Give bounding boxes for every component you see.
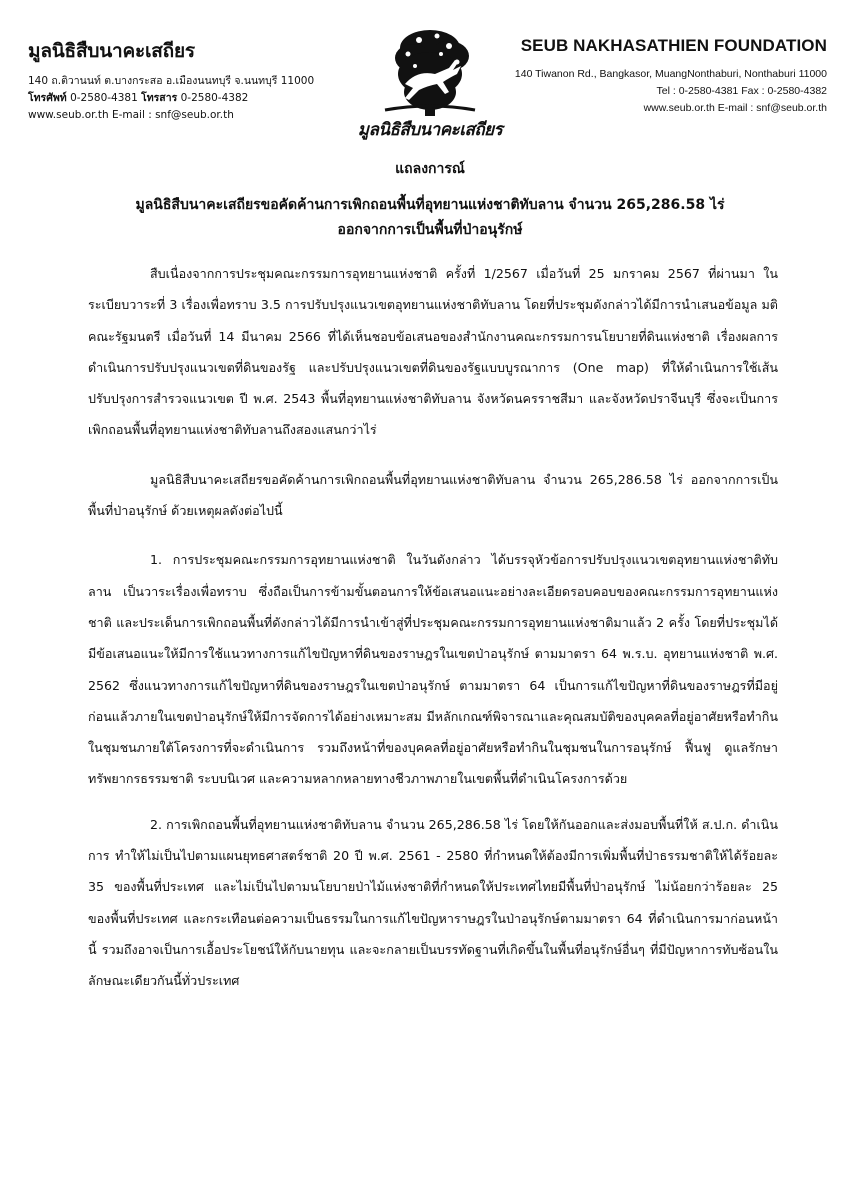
org-name-thai: มูลนิธิสืบนาคะเสถียร	[28, 40, 195, 62]
org-name-english: SEUB NAKHASATHIEN FOUNDATION	[520, 36, 827, 55]
document-title-line-2: ออกจากการเป็นพื้นที่ป่าอนุรักษ์	[337, 222, 523, 238]
phone-label: โทรศัพท์	[28, 92, 67, 104]
fax-number: 0-2580-4382	[180, 92, 249, 104]
tel-fax-english: Tel : 0-2580-4381 Fax : 0-2580-4382	[656, 85, 827, 97]
logo-wordmark: มูลนิธิสืบนาคะเสถียร	[357, 120, 503, 140]
document-kind: แถลงการณ์	[395, 161, 465, 177]
document-body	[88, 258, 778, 997]
letterhead-right	[497, 36, 827, 117]
foundation-logo	[345, 26, 515, 141]
deer-tree-logo-icon	[345, 26, 515, 118]
web-email-english: www.seub.or.th E-mail : snf@seub.or.th	[643, 102, 827, 114]
paragraph-statement: มูลนิธิสืบนาคะเสถียรขอคัดค้านการเพิกถอนพื้นที่อุทยานแห่งชาติทับลาน จำนวน 265,286.58 ไร่ ออกจากการเป็นพื้นที่ป่าอนุรักษ์ ด้วยเหตุผลดังต่อไปนี้	[88, 471, 778, 519]
fax-label: โทรสาร	[141, 92, 178, 104]
address-thai: 140 ถ.ติวานนท์ ต.บางกระสอ อ.เมืองนนทบุรี จ.นนทบุรี 11000	[28, 75, 315, 87]
paragraph-background: สืบเนื่องจากการประชุมคณะกรรมการอุทยานแห่งชาติ ครั้งที่ 1/2567 เมื่อวันที่ 25 มกราคม 2567 ที่ผ่านมา ในระเบียบวาระที่ 3 เรื่องเพื่อทราบ 3.5 การปรับปรุงแนวเขตอุทยานแห่งชาติทับลาน โดยที่ประชุมดังกล่าวได้มีการนำเสนอข้อมูล มติคณะรัฐมนตรี เมื่อวันที่ 14 มีนาคม 2566 ที่ได้เห็นชอบข้อเสนอของสำนักงานคณะกรรมการนโยบายที่ดินแห่งชาติ เรื่องผลการดำเนินการปรับปรุงแนวเขตที่ดินของรัฐ และปรับปรุงแนวเขตที่ดินของรัฐแบบบูรณาการ (One map) ที่ให้ดำเนินการใช้เส้นปรับปรุงการสำรวจแนวเขต ปี พ.ศ. 2543 พื้นที่อุทยานแห่งชาติทับลาน จังหวัดนครราชสีมา และจังหวัดปราจีนบุรี ซึ่งจะเป็นการเพิกถอนพื้นที่อุทยานแห่งชาติทับลานถึงสองแสนกว่าไร่	[88, 266, 778, 438]
document-title-block	[60, 158, 800, 243]
document-title-line-1: มูลนิธิสืบนาคะเสถียรขอคัดค้านการเพิกถอนพื้นที่อุทยานแห่งชาติทับลาน จำนวน 265,286.58 ไร่	[135, 197, 725, 213]
paragraph-reason-1: 1. การประชุมคณะกรรมการอุทยานแห่งชาติ ในวันดังกล่าว ได้บรรจุหัวข้อการปรับปรุงแนวเขตอุทยานแห่งชาติทับลาน เป็นวาระเรื่องเพื่อทราบ ซึ่งถือเป็นการข้ามขั้นตอนการให้ข้อเสนอแนะอย่างละเอียดรอบคอบของคณะกรรมการอุทยานแห่งชาติ และประเด็นการเพิกถอนพื้นที่ดังกล่าวได้มีการนำเข้าสู่ที่ประชุมคณะกรรมการอุทยานแห่งชาติมาแล้ว 2 ครั้ง โดยที่ประชุมได้มีข้อเสนอแนะให้มีการใช้แนวทางการแก้ไขปัญหาที่ดินของราษฎรในเขตป่าอนุรักษ์ ตามมาตรา 64 พ.ร.บ. อุทยานแห่งชาติ พ.ศ. 2562 ซึ่งแนวทางการแก้ไขปัญหาที่ดินของราษฎรในเขตป่าอนุรักษ์ ตามมาตรา 64 เป็นการแก้ไขปัญหาที่ดินของราษฎรที่มีอยู่ก่อนแล้วภายในเขตป่าอนุรักษ์ให้มีการจัดการได้อย่างเหมาะสม มีหลักเกณฑ์พิจารณาและคุณสมบัติของบุคคลที่อยู่อาศัยหรือทำกินในชุมชนภายใต้โครงการที่จะดำเนินการ รวมถึงหน้าที่ของบุคคลที่อยู่อาศัยหรือทำกินในชุมชนในการอนุรักษ์ ฟื้นฟู ดูแลรักษาทรัพยากรธรรมชาติ ระบบนิเวศ และความหลากหลายทางชีวภาพภายในเขตพื้นที่ดำเนินโครงการด้วย	[88, 552, 778, 787]
phone-fax-thai	[28, 90, 348, 107]
letterhead-left	[28, 36, 348, 124]
address-english: 140 Tiwanon Rd., Bangkasor, MuangNonthaburi, Nonthaburi 11000	[514, 68, 827, 80]
phone-number: 0-2580-4381	[70, 92, 138, 104]
paragraph-reason-2: 2. การเพิกถอนพื้นที่อุทยานแห่งชาติทับลาน จำนวน 265,286.58 ไร่ โดยให้กันออกและส่งมอบพื้นที่ให้ ส.ป.ก. ดำเนินการ ทำให้ไม่เป็นไปตามแผนยุทธศาสตร์ชาติ 20 ปี พ.ศ. 2561 - 2580 ที่กำหนดให้ต้องมีการเพิ่มพื้นที่ป่าธรรมชาติให้ได้ร้อยละ 35 ของพื้นที่ประเทศ และไม่เป็นไปตามนโยบายป่าไม้แห่งชาติที่กำหนดให้ประเทศไทยมีพื้นที่ป่าอนุรักษ์ ไม่น้อยกว่าร้อยละ 25 ของพื้นที่ประเทศ และกระเทือนต่อความเป็นธรรมในการแก้ไขปัญหาราษฎรในป่าอนุรักษ์ตามมาตรา 64 ที่ดำเนินการมาก่อนหน้านี้ รวมถึงอาจเป็นการเอื้อประโยชน์ให้กับนายทุน และจะกลายเป็นบรรทัดฐานที่เกิดขึ้นในพื้นที่อนุรักษ์อื่นๆ ที่มีปัญหาการทับซ้อนในลักษณะเดียวกันนี้ทั่วประเทศ	[88, 816, 778, 989]
web-email-thai: www.seub.or.th E-mail : snf@seub.or.th	[28, 109, 234, 121]
